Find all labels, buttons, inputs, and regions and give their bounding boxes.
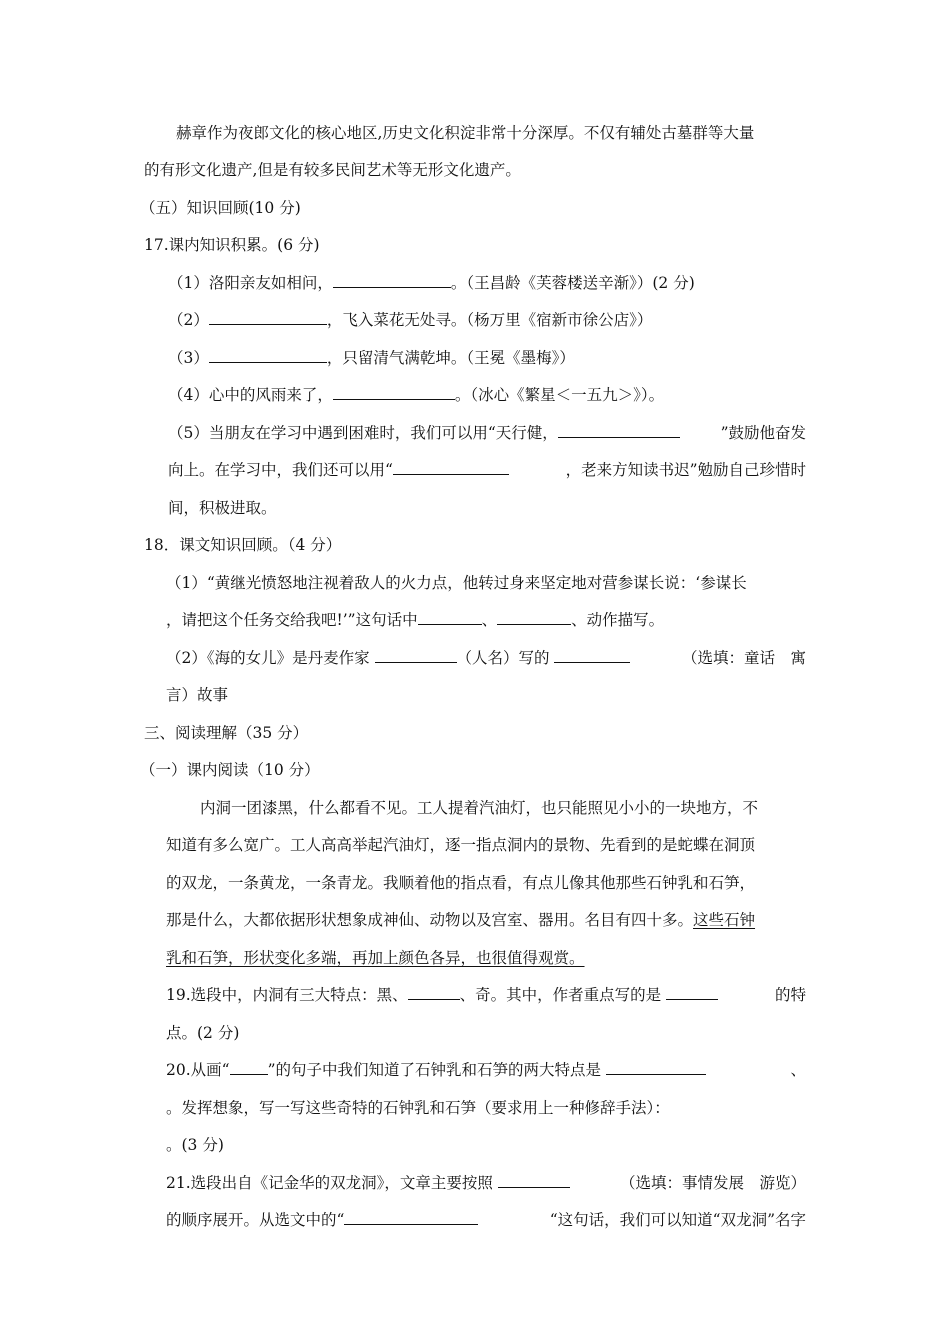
reading-line-1 (200, 798, 806, 818)
answer-blank[interactable] (333, 273, 451, 288)
q18-item-1-line-1: （1）“黄继光愤怒地注视着敌人的火力点，他转过身来坚定地对营参谋长说：‘参谋长 (166, 574, 747, 592)
q17-title: 17.课内知识积累。(6 分) (144, 236, 320, 254)
q17-item-3-number: （3） (168, 349, 209, 367)
q17-item-5-line-1 (168, 423, 806, 443)
q20-line-2 (166, 1098, 806, 1118)
reading-line-4-text: 那是什么，大都依据形状想象成神仙、动物以及宫室、器用。名目有四十多。 (166, 911, 694, 929)
q18-item-1-text: ，请把这个任务交给我吧!’”这句话中 (166, 611, 418, 629)
answer-blank[interactable] (558, 423, 680, 438)
q17-item-5-text-3: ，老来方知读书迟”勉励自己珍惜时 (565, 461, 806, 479)
answer-blank[interactable] (666, 985, 718, 1000)
answer-blank[interactable] (498, 1173, 570, 1188)
q17-item-4-source: 。（冰心《繁星＜一五九＞》）。 (454, 386, 665, 404)
q20-line-3: 。(3 分) (166, 1136, 224, 1154)
answer-blank[interactable] (554, 648, 630, 663)
q17-item-5-text: （5）当朋友在学习中遇到困难时，我们可以用“天行健， (168, 424, 558, 442)
q19-text: 19.选段中，内洞有三大特点：黑、 (166, 986, 408, 1004)
q18-item-1-sep: 、 (481, 611, 498, 629)
answer-blank[interactable] (230, 1060, 268, 1075)
q17-item-2-number: （2） (168, 311, 209, 329)
reading-line-3: 的双龙，一条黄龙，一条青龙。我顺着他的指点看，有点儿像其他那些石钟乳和石笋， (166, 874, 756, 892)
answer-blank[interactable] (209, 348, 327, 363)
q20-line-1 (166, 1060, 806, 1080)
q19-line-2: 点。(2 分) (166, 1024, 240, 1042)
answer-blank[interactable] (393, 460, 509, 475)
q18-item-2-line-2: 言）故事 (166, 686, 229, 704)
q17-item-5-text-2: 向上。在学习中，我们还可以用“ (168, 461, 393, 479)
intro-line-2: 的有形文化遗产,但是有较多民间艺术等无形文化遗产。 (144, 161, 521, 179)
q17-item-5-line-3: 间，积极进取。 (168, 499, 277, 517)
q18-item-1-line-2 (166, 610, 664, 630)
reading-one-title: （一）课内阅读（10 分） (140, 761, 320, 779)
q17-item-2-text: ，飞入菜花无处寻。（杨万里《宿新市徐公店》） (326, 311, 653, 329)
q17-item-5-line-2 (168, 460, 806, 480)
answer-blank[interactable] (418, 610, 482, 625)
reading-line-2: 知道有多么宽广。工人高高举起汽油灯，逐一指点洞内的景物、先看到的是蛇蝶在洞顶 (166, 836, 756, 854)
q18-item-1-end: 、动作描写。 (571, 611, 665, 629)
answer-blank[interactable] (408, 985, 460, 1000)
section-three-title: 三、阅读理解（35 分） (144, 724, 309, 742)
q21-text: 21.选段出自《记金华的双龙洞》，文章主要按照 (166, 1174, 498, 1192)
answer-blank[interactable] (497, 610, 571, 625)
answer-blank[interactable] (375, 648, 457, 663)
q17-item-4-text: （4）心中的风雨来了， (168, 386, 333, 404)
q17-item-3 (168, 348, 575, 368)
q17-item-1-text: （1）洛阳亲友如相问， (168, 274, 333, 292)
q20-text-2: ”的句子中我们知道了石钟乳和石笋的两大特点是 (267, 1061, 606, 1079)
answer-blank[interactable] (606, 1060, 706, 1075)
q20-text-end: 、 (790, 1061, 806, 1079)
q21-text-2: 的顺序展开。从选文中的“ (166, 1211, 345, 1229)
reading-line-1-text: 内洞一团漆黑，什么都看不见。工人提着汽油灯，也只能照见小小的一块地方，不 (200, 799, 759, 817)
q18-item-2-text-2: （人名）写的 (456, 649, 555, 667)
q20-prompt: 。发挥想象，写一写这些奇特的石钟乳和石笋（要求用上一种修辞手法）： (166, 1099, 670, 1117)
q19-text-2: 、奇。其中，作者重点写的是 (459, 986, 667, 1004)
q19-text-end: 的特 (774, 986, 806, 1004)
q21-line-1 (166, 1173, 806, 1193)
q17-item-1 (168, 273, 695, 293)
q19-line-1 (166, 985, 806, 1005)
q20-text: 20.从画“ (166, 1061, 230, 1079)
q18-item-2-text: （2）《海的女儿》是丹麦作家 (166, 649, 375, 667)
q18-item-2-options: （选填：童话 寓 (681, 649, 806, 667)
answer-blank[interactable] (344, 1210, 478, 1225)
q17-item-3-text: ，只留清气满乾坤。（王冕《墨梅》） (326, 349, 575, 367)
q17-item-2 (168, 310, 652, 330)
q21-line-2 (166, 1210, 806, 1230)
answer-blank[interactable] (333, 385, 455, 400)
q21-options: （选填：事情发展 游览） (619, 1174, 806, 1192)
section-five-title: （五）知识回顾(10 分) (140, 199, 301, 217)
reading-line-4 (166, 910, 755, 930)
underlined-sentence: 乳和石笋，形状变化多端，再加上颜色各异，也很值得观赏。 (166, 949, 585, 967)
underlined-sentence-start: 这些石钟 (693, 911, 756, 929)
intro-line-1: 赫章作为夜郎文化的核心地区,历史文化积淀非常十分深厚。不仅有辅处古墓群等大量 (176, 124, 755, 142)
q18-item-2-line-1 (166, 648, 806, 668)
q17-item-1-source: 。（王昌龄《芙蓉楼送辛渐》）(2 分) (450, 274, 695, 292)
answer-blank[interactable] (209, 310, 327, 325)
q18-title: 18．课文知识回顾。（4 分） (144, 536, 342, 554)
q21-text-3: “这句话，我们可以知道“双龙洞”名字 (549, 1211, 806, 1229)
q17-item-5-text-end: ”鼓励他奋发 (720, 424, 806, 442)
q17-item-4 (168, 385, 664, 405)
